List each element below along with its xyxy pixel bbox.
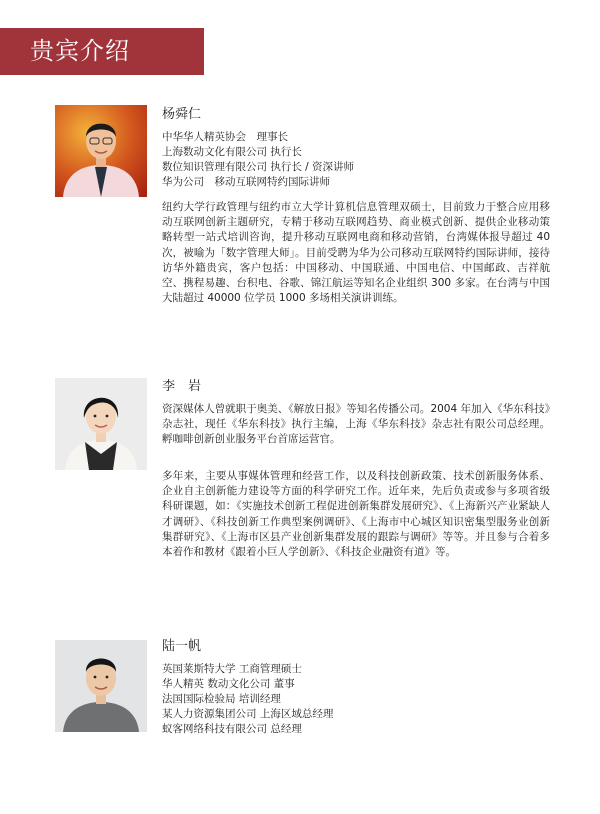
header-bar (0, 28, 204, 75)
page-title: 贵宾介绍 (30, 37, 130, 65)
profile-name: 李 岩 (162, 379, 202, 394)
profile-name: 陆一帆 (162, 639, 202, 654)
profile-photo (55, 640, 147, 732)
portrait-image (55, 640, 147, 732)
title-line: 英国莱斯特大学 工商管理硕士 (162, 663, 302, 675)
profile-photo (55, 378, 147, 470)
title-line: 华为公司 移动互联网特约国际讲师 (162, 176, 330, 188)
profile-titles (162, 662, 333, 737)
title-line: 上海数动文化有限公司 执行长 (162, 146, 302, 158)
profile-bio: 纽约大学行政管理与纽约市立大学计算机信息管理双硕士，目前致力于整合应用移动互联网创新主题研究，专精于移动互联网趋势、商业模式创新、提供企业移动策略转型一站式培训咨询，提升移动互联网电商和移动营销，台湾媒体报导超过 40 次，被喻为「数字管理大师」。目前受聘为华为公司移动互联网特约国际讲师，接待访华外籍贵宾，客户包括：中国移动、中国联通、中国电信、中国邮政、吉祥航空、携程易趣、台积电、谷歌、锦江航运等知名企业组织 300 多家。在台湾与中国大陆超过 40000 位学员 1000 多场相关演讲训练。 (162, 201, 550, 305)
title-line: 蚁客网络科技有限公司 总经理 (162, 723, 302, 735)
profile-bio: 资深媒体人曾就职于奥美、《解放日报》等知名传播公司。2004 年加入《华东科技》杂志社，现任《华东科技》执行主编，上海《华东科技》杂志社有限公司总经理。孵咖啡创新创业服务平台首席运营官。 (162, 403, 550, 446)
profile-photo (55, 105, 147, 197)
portrait-image (55, 105, 147, 197)
title-line: 华人精英 数动文化公司 董事 (162, 678, 295, 690)
title-line: 法国国际检验局 培训经理 (162, 693, 281, 705)
profile-titles (162, 130, 354, 190)
profile-bio: 多年来，主要从事媒体管理和经营工作，以及科技创新政策、技术创新服务体系、企业自主创新能力建设等方面的科学研究工作。近年来，先后负责或参与多项省级科研课题，如：《实施技术创新工程促进创新集群发展研究》、《上海新兴产业紧缺人才调研》、《科技创新工作典型案例调研》、《上海市中心城区知识密集型服务业创新集群研究》、《上海市区县产业创新集群发展的跟踪与调研》等等。并且参与合着多本着作和教材《跟着小巨人学创新》、《科技企业融资有道》等。 (162, 470, 550, 559)
title-line: 数位知识管理有限公司 执行长 / 资深讲师 (162, 161, 355, 173)
portrait-image (55, 378, 147, 470)
title-line: 中华华人精英协会 理事长 (162, 131, 288, 143)
profile-name: 杨舜仁 (162, 107, 202, 122)
title-line: 某人力资源集团公司 上海区域总经理 (162, 708, 334, 720)
